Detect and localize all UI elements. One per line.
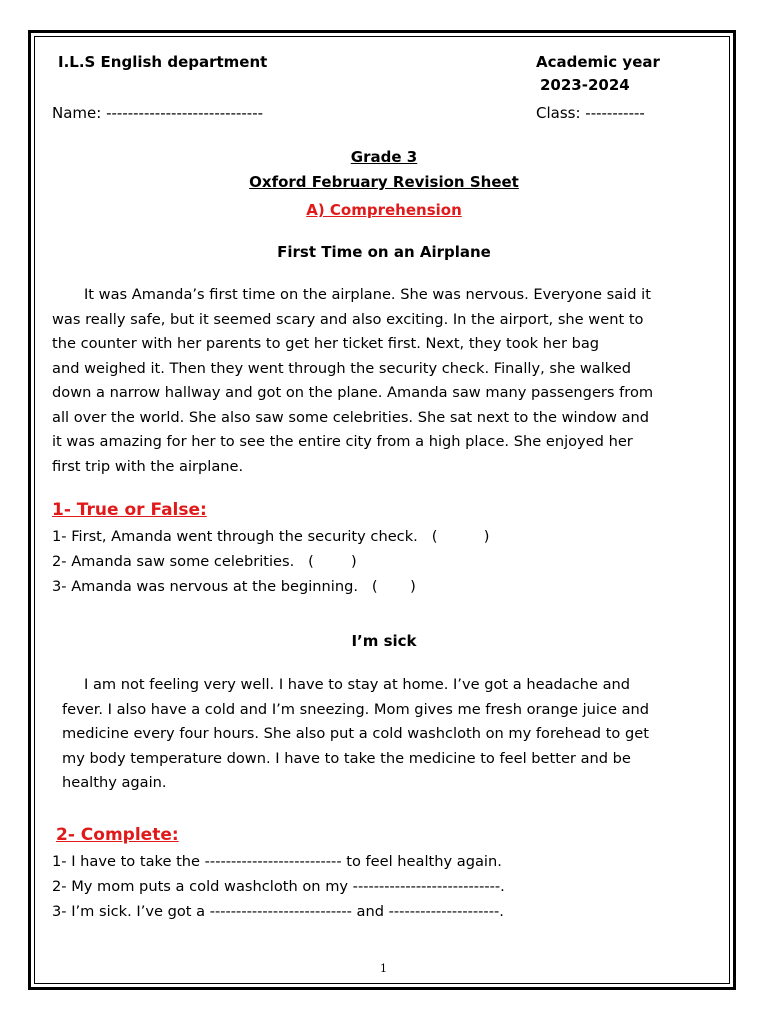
name-field: Name: ----------------------------- [52,104,264,122]
true-false-item-2: 2- Amanda saw some celebrities. ( ) [52,553,357,570]
story1-line: down a narrow hallway and got on the plane. Amanda saw many passengers from [52,384,654,401]
story2-line: my body temperature down. I have to take the medicine to feel better and be [62,749,631,767]
story1-line: and weighed it. Then they went through the security check. Finally, she walked [52,359,631,377]
true-false-item-1: 1- First, Amanda went through the security check. ( ) [52,528,490,545]
true-false-item-3: 3- Amanda was nervous at the beginning. ( ) [52,578,416,595]
complete-title: 2- Complete: [56,825,179,845]
grade-title: Grade 3 [350,148,418,166]
class-field: Class: ----------- [536,104,645,122]
complete-item-1: 1- I have to take the -------------------------- to feel healthy again. [52,853,502,870]
story2-line: medicine every four hours. She also put a cold washcloth on my forehead to get [62,725,649,742]
story1-line: It was Amanda’s first time on the airplane. She was nervous. Everyone said it [84,286,651,303]
story1-line: was really safe, but it seemed scary and also exciting. In the airport, she went to [52,310,644,328]
story2-paragraph [62,673,649,796]
page-number: 1 [380,962,387,975]
story2-line: I am not feeling very well. I have to stay at home. I’ve got a headache and [84,676,631,693]
sheet-title: Oxford February Revision Sheet [249,173,519,191]
story2-line: healthy again. [62,774,167,791]
story1-line: all over the world. She also saw some celebrities. She sat next to the window and [52,408,650,426]
section-title: A) Comprehension [306,201,462,219]
story2-title: I’m sick [351,632,417,650]
story1-line: it was amazing for her to see the entire city from a high place. She enjoyed her [52,433,633,450]
story1-line: first trip with the airplane. [52,457,244,475]
story1-paragraph [52,283,653,479]
true-false-title: 1- True or False: [52,500,207,520]
academic-year-value: 2023-2024 [540,76,630,94]
complete-item-2: 2- My mom puts a cold washcloth on my ----------------------------. [52,878,505,895]
story1-title: First Time on an Airplane [277,243,491,261]
complete-item-3: 3- I’m sick. I’ve got a --------------------------- and ---------------------. [52,903,504,920]
school-name: I.L.S English department [58,53,268,71]
story2-line: fever. I also have a cold and I’m sneezing. Mom gives me fresh orange juice and [62,700,650,718]
academic-year-label: Academic year [536,53,660,71]
story1-line: the counter with her parents to get her ticket first. Next, they took her bag [52,335,600,352]
